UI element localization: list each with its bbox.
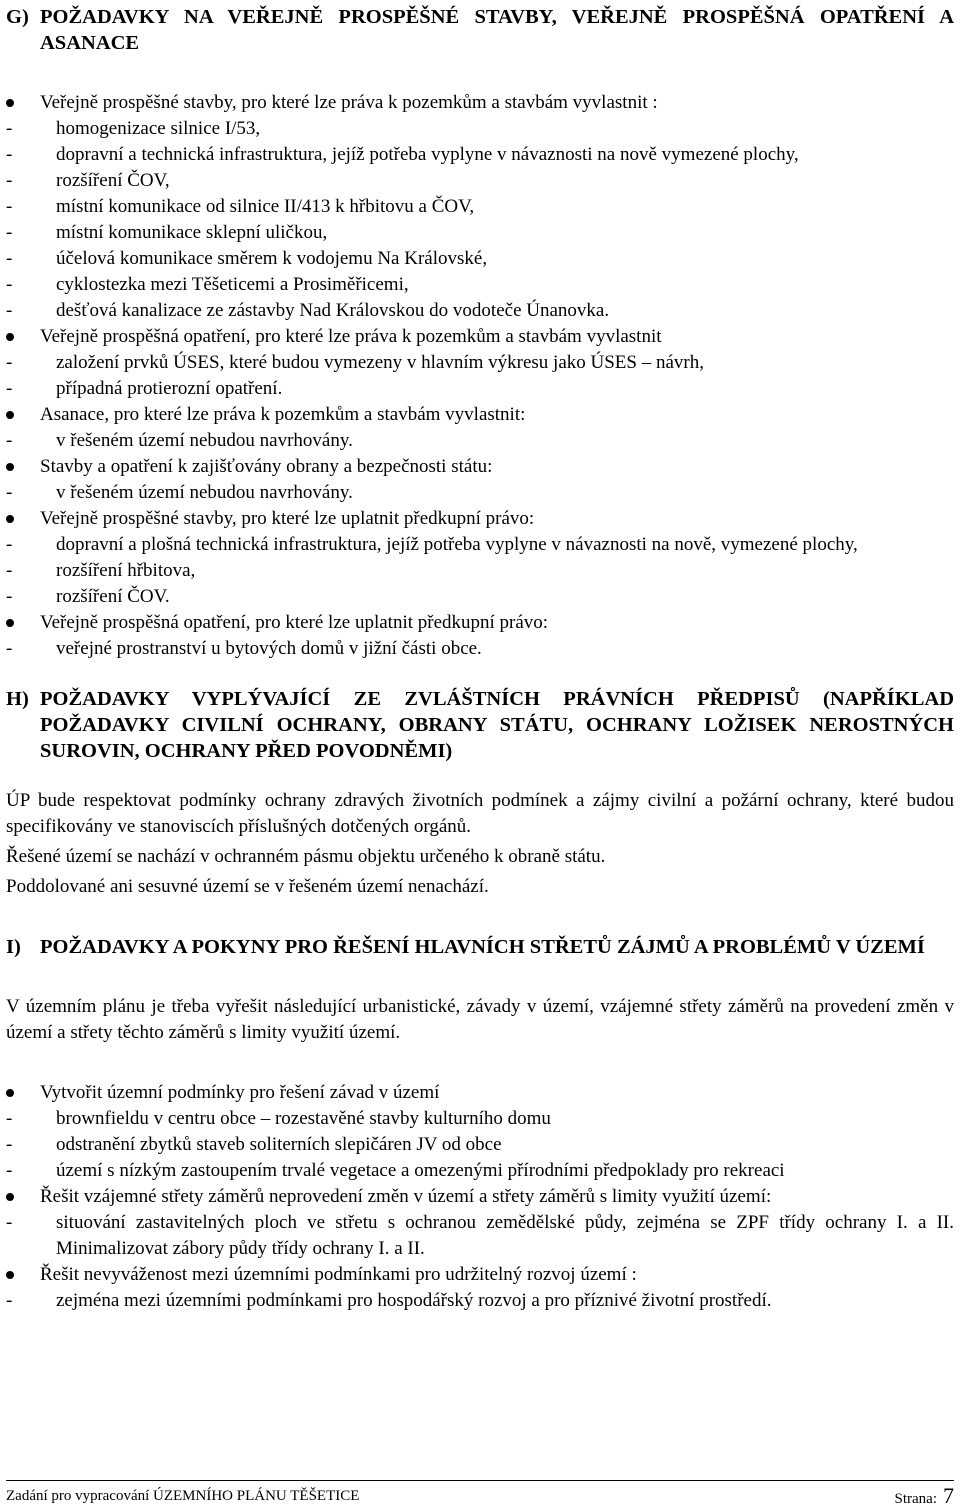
sub-item-text: cyklostezka mezi Těšeticemi a Prosiměřicemi, (56, 274, 409, 295)
dash-marker: - (6, 144, 13, 165)
sub-item-text: veřejné prostranství u bytových domů v jižní části obce. (56, 638, 482, 659)
dash-marker: - (6, 222, 13, 243)
sub-item-text: v řešeném území nebudou navrhovány. (56, 430, 353, 451)
section-i-heading (6, 934, 954, 960)
sub-item-text: brownfieldu v centru obce – rozestavěné stavby kulturního domu (56, 1108, 551, 1129)
bullet-text: Veřejně prospěšná opatření, pro které lze uplatnit předkupní právo: (40, 612, 549, 633)
footer-page-label: Strana: (894, 1491, 937, 1507)
bullet-icon (6, 1271, 14, 1279)
footer-page-info (895, 1485, 955, 1510)
dash-marker: - (6, 352, 13, 373)
dash-marker: - (6, 170, 13, 191)
bullet-item (6, 506, 954, 610)
sub-list (6, 636, 954, 662)
sub-item-text: rozšíření hřbitova, (56, 560, 196, 581)
bullet-text: Vytvořit územní podmínky pro řešení závad v území (40, 1082, 440, 1103)
section-g-letter: G) (6, 6, 29, 28)
sub-item-text: založení prvků ÚSES, které budou vymezeny v hlavním výkresu jako ÚSES – návrh, (56, 352, 704, 373)
section-h-paragraph: ÚP bude respektovat podmínky ochrany zdravých životních podmínek a zájmy civilní a požární ochrany, které budou specifikovány ve stanoviscích příslušných dotčených orgánů. (6, 790, 954, 837)
sub-list-item (6, 558, 954, 584)
sub-list-item (6, 1106, 954, 1132)
dash-marker: - (6, 1290, 13, 1311)
bullet-item (6, 1262, 954, 1314)
sub-list (6, 428, 954, 454)
bullet-text: Asanace, pro které lze práva k pozemkům a stavbám vyvlastnit: (40, 404, 526, 425)
document-page (6, 4, 954, 1314)
section-h-letter: H) (6, 688, 29, 710)
sub-list-item (6, 1210, 954, 1262)
bullet-icon (6, 1089, 14, 1097)
dash-marker: - (6, 378, 13, 399)
dash-marker: - (6, 1212, 13, 1233)
sub-list-item (6, 480, 954, 506)
sub-item-text: místní komunikace sklepní uličkou, (56, 222, 328, 243)
sub-list (6, 1210, 954, 1262)
bullet-text: Veřejně prospěšné stavby, pro které lze práva k pozemkům a stavbám vyvlastnit : (40, 92, 658, 113)
sub-list-item (6, 584, 954, 610)
section-h-heading (6, 686, 954, 764)
sub-list-item (6, 246, 954, 272)
bullet-icon (6, 463, 14, 471)
bullet-item (6, 90, 954, 324)
bullet-icon (6, 1193, 14, 1201)
bullet-text: Řešit nevyváženost mezi územními podmínkami pro udržitelný rozvoj území : (40, 1264, 637, 1285)
section-h-title: POŽADAVKY VYPLÝVAJÍCÍ ZE ZVLÁŠTNÍCH PRÁVNÍCH PŘEDPISŮ (NAPŘÍKLAD POŽADAVKY CIVILNÍ OCHRANY, OBRANY STÁTU, OCHRANY LOŽISEK NEROSTNÝCH SUROVIN, OCHRANY PŘED POVODNĚMI) (40, 688, 954, 762)
dash-marker: - (6, 118, 13, 139)
footer-document-title: Zadání pro vypracování ÚZEMNÍHO PLÁNU TĚŠETICE (6, 1488, 360, 1504)
section-g-heading (6, 4, 954, 56)
dash-marker: - (6, 638, 13, 659)
sub-item-text: situování zastavitelných ploch ve střetu s ochranou zemědělské půdy, zejména se ZPF třídy ochrany I. a II. Minimalizovat zábory půdy třídy ochrany I. a II. (56, 1212, 954, 1259)
bullet-icon (6, 411, 14, 419)
dash-marker: - (6, 300, 13, 321)
sub-item-text: zejména mezi územními podmínkami pro hospodářský rozvoj a pro příznivé životní prostředí. (56, 1290, 772, 1311)
sub-list-item (6, 636, 954, 662)
sub-list-item (6, 428, 954, 454)
bullet-item (6, 324, 954, 402)
sub-list-item (6, 298, 954, 324)
bullet-item (6, 454, 954, 506)
sub-item-text: místní komunikace od silnice II/413 k hřbitovu a ČOV, (56, 196, 475, 217)
section-g-list (6, 90, 954, 662)
bullet-icon (6, 619, 14, 627)
section-i-title: POŽADAVKY A POKYNY PRO ŘEŠENÍ HLAVNÍCH STŘETŮ ZÁJMŮ A PROBLÉMŮ V ÚZEMÍ (40, 936, 925, 958)
sub-list (6, 1106, 954, 1184)
section-i-list (6, 1080, 954, 1314)
bullet-item (6, 610, 954, 662)
dash-marker: - (6, 534, 13, 555)
sub-item-text: případná protierozní opatření. (56, 378, 283, 399)
dash-marker: - (6, 482, 13, 503)
sub-item-text: homogenizace silnice I/53, (56, 118, 261, 139)
bullet-icon (6, 515, 14, 523)
sub-item-text: dopravní a technická infrastruktura, jejíž potřeba vyplyne v návaznosti na nově vymezené plochy, (56, 144, 799, 165)
dash-marker: - (6, 1160, 13, 1181)
section-g-title: POŽADAVKY NA VEŘEJNĚ PROSPĚŠNÉ STAVBY, VEŘEJNĚ PROSPĚŠNÁ OPATŘENÍ A ASANACE (40, 6, 954, 54)
bullet-text: Stavby a opatření k zajišťovány obrany a bezpečnosti státu: (40, 456, 493, 477)
sub-item-text: rozšíření ČOV. (56, 586, 170, 607)
bullet-item (6, 402, 954, 454)
bullet-icon (6, 99, 14, 107)
sub-list-item (6, 142, 954, 168)
sub-list (6, 1288, 954, 1314)
dash-marker: - (6, 274, 13, 295)
sub-list (6, 350, 954, 402)
bullet-item (6, 1184, 954, 1262)
sub-list-item (6, 168, 954, 194)
sub-list-item (6, 272, 954, 298)
sub-list-item (6, 220, 954, 246)
dash-marker: - (6, 248, 13, 269)
section-i-letter: I) (6, 936, 21, 958)
sub-item-text: v řešeném území nebudou navrhovány. (56, 482, 353, 503)
dash-marker: - (6, 1108, 13, 1129)
section-h-paragraph: Poddolované ani sesuvné území se v řešeném území nenachází. (6, 876, 489, 897)
page-footer (6, 1480, 954, 1510)
dash-marker: - (6, 560, 13, 581)
bullet-item (6, 1080, 954, 1184)
sub-item-text: území s nízkým zastoupením trvalé vegetace a omezenými přírodními předpoklady pro rekreaci (56, 1160, 785, 1181)
dash-marker: - (6, 430, 13, 451)
sub-list-item (6, 376, 954, 402)
section-i-intro: V územním plánu je třeba vyřešit následující urbanistické, závady v území, vzájemné střety záměrů na provedení změn v území a střety těchto záměrů s limity využití území. (6, 996, 954, 1043)
dash-marker: - (6, 196, 13, 217)
bullet-text: Řešit vzájemné střety záměrů neprovedení změn v území a střety záměrů s limity využití území: (40, 1186, 772, 1207)
sub-list-item (6, 1132, 954, 1158)
bullet-icon (6, 333, 14, 341)
sub-item-text: účelová komunikace směrem k vodojemu Na Královské, (56, 248, 488, 269)
sub-list-item (6, 116, 954, 142)
bullet-text: Veřejně prospěšná opatření, pro které lze práva k pozemkům a stavbám vyvlastnit (40, 326, 662, 347)
sub-list-item (6, 1158, 954, 1184)
dash-marker: - (6, 1134, 13, 1155)
footer-page-number: 7 (943, 1483, 954, 1508)
sub-item-text: dešťová kanalizace ze zástavby Nad Královskou do vodoteče Únanovka. (56, 300, 610, 321)
sub-list-item (6, 1288, 954, 1314)
section-h-paragraph: Řešené území se nachází v ochranném pásmu objektu určeného k obraně státu. (6, 846, 606, 867)
sub-item-text: rozšíření ČOV, (56, 170, 170, 191)
sub-list (6, 116, 954, 324)
bullet-text: Veřejně prospěšné stavby, pro které lze uplatnit předkupní právo: (40, 508, 535, 529)
dash-marker: - (6, 586, 13, 607)
sub-list (6, 532, 954, 610)
sub-item-text: dopravní a plošná technická infrastruktura, jejíž potřeba vyplyne v návaznosti na nově, vymezené plochy, (56, 534, 858, 555)
sub-list-item (6, 532, 954, 558)
sub-list (6, 480, 954, 506)
sub-list-item (6, 350, 954, 376)
sub-item-text: odstranění zbytků staveb soliterních slepičáren JV od obce (56, 1134, 502, 1155)
sub-list-item (6, 194, 954, 220)
